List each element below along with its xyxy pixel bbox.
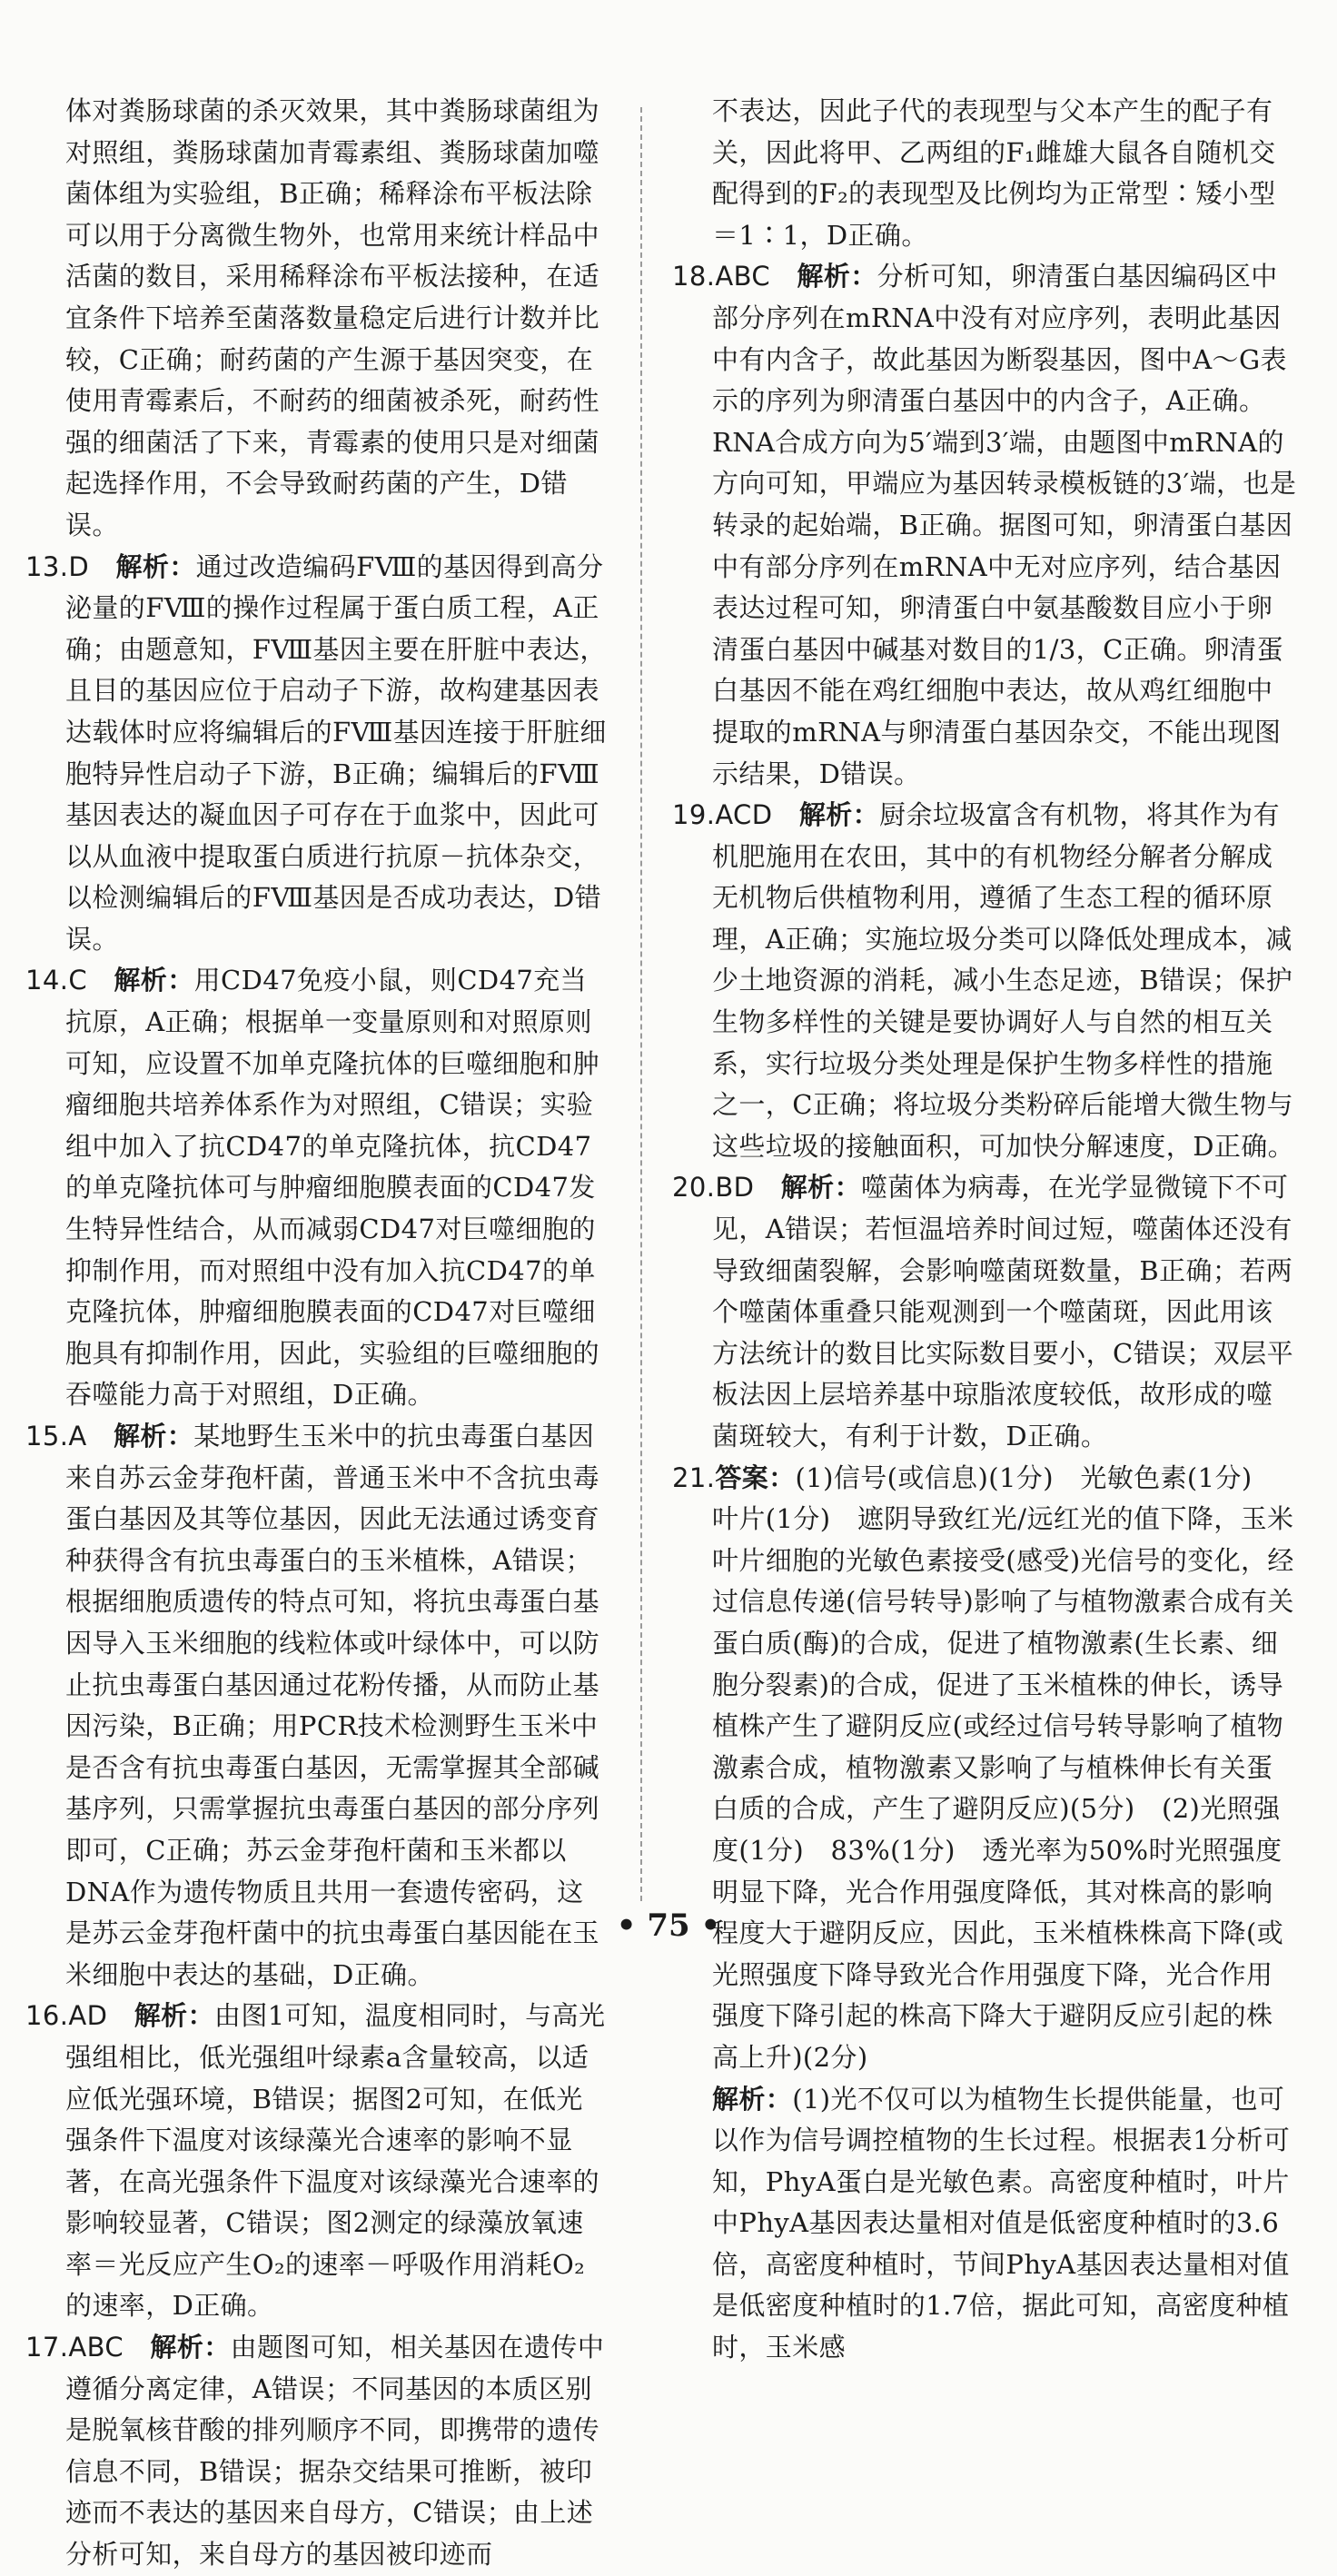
- right-column: [672, 91, 1297, 2369]
- answer-item-13: 13.D 解析：通过改造编码FⅧ的基因得到高分泌量的FⅧ的操作过程属于蛋白质工程，A正确；由题意知，FⅧ基因主要在肝脏中表达，且目的基因应位于启动子下游，故构建基因表达载体时应将编辑后的FⅧ基因连接于肝脏细胞特异性启动子下游，B正确；编辑后的FⅧ基因表达的凝血因子可存在于血浆中，因此可以从血液中提取蛋白质进行抗原－抗体杂交，以检测编辑后的FⅧ基因是否成功表达，D错误。: [25, 550, 607, 955]
- answer-item-17: 17.ABC 解析：由题图可知，相关基因在遗传中遵循分离定律，A错误；不同基因的本质区别是脱氧核苷酸的排列顺序不同，即携带的遗传信息不同，B错误；据杂交结果可推断，被印迹而不表达的基因来自母方，C错误；由上述分析可知，来自母方的基因被印迹而: [25, 2332, 605, 2571]
- answer-item-19: 19.ACD 解析：厨余垃圾富含有机物，将其作为有机肥施用在农田，其中的有机物经分解者分解成无机物后供植物利用，遵循了生态工程的循环原理，A正确；实施垃圾分类可以降低处理成本，减少土地资源的消耗，减小生态足迹，B错误；保护生物多样性的关键是要协调好人与自然的相互关系，实行垃圾分类处理是保护生物多样性的措施之一，C正确；将垃圾分类粉碎后能增大微生物与这些垃圾的接触面积，可加快分解速度，D正确。: [672, 799, 1295, 1162]
- continuation-text: 不表达，因此子代的表现型与父本产生的配子有关，因此将甲、乙两组的F₁雌雄大鼠各自随机交配得到的F₂的表现型及比例均为正常型∶矮小型＝1∶1，D正确。: [712, 95, 1276, 251]
- answer-item-21-analysis: 解析：(1)光不仅可以为植物生长提供能量，也可以作为信号调控植物的生长过程。根据表1分析可知，PhyA蛋白是光敏色素。高密度种植时，叶片中PhyA基因表达量相对值是低密度种植时的3.6倍，高密度种植时，节间PhyA基因表达量相对值是低密度种植时的1.7倍，据此可知，高密度种植时，玉米感: [712, 2083, 1291, 2363]
- column-divider: [640, 107, 642, 1901]
- continuation-text: 体对粪肠球菌的杀灭效果，其中粪肠球菌组为对照组，粪肠球菌加青霉素组、粪肠球菌加噬菌体组为实验组，B正确；稀释涂布平板法除可以用于分离微生物外，也常用来统计样品中活菌的数目，采用稀释涂布平板法接种，在适宜条件下培养至菌落数量稳定后进行计数并比较，C正确；耐药菌的产生源于基因突变，在使用青霉素后，不耐药的细菌被杀死，耐药性强的细菌活了下来，青霉素的使用只是对细菌起选择作用，不会导致耐药菌的产生，D错误。: [65, 95, 600, 540]
- answer-item-16: 16.AD 解析：由图1可知，温度相同时，与高光强组相比，低光强组叶绿素a含量较高，以适应低光强环境，B错误；据图2可知，在低光强条件下温度对该绿藻光合速率的影响不显著，在高光强条件下温度对该绿藻光合速率的影响较显著，C错误；图2测定的绿藻放氧速率＝光反应产生O₂的速率－呼吸作用消耗O₂的速率，D正确。: [25, 2000, 606, 2322]
- page-number: • 75 •: [616, 1907, 721, 1944]
- answer-item-14: 14.C 解析：用CD47免疫小鼠，则CD47充当抗原，A正确；根据单一变量原则和对照原则可知，应设置不加单克隆抗体的巨噬细胞和肿瘤细胞共培养体系作为对照组，C错误；实验组中加入了抗CD47的单克隆抗体，抗CD47的单克隆抗体可与肿瘤细胞膜表面的CD47发生特异性结合，从而减弱CD47对巨噬细胞的抑制作用，而对照组中没有加入抗CD47的单克隆抗体，肿瘤细胞膜表面的CD47对巨噬细胞具有抑制作用，因此，实验组的巨噬细胞的吞噬能力高于对照组，D正确。: [25, 965, 600, 1411]
- answer-item-18: 18.ABC 解析：分析可知，卵清蛋白基因编码区中部分序列在mRNA中没有对应序列，表明此基因中有内含子，故此基因为断裂基因，图中A～G表示的序列为卵清蛋白基因中的内含子，A正确。RNA合成方向为5′端到3′端，由题图中mRNA的方向可知，甲端应为基因转录模板链的3′端，也是转录的起始端，B正确。据图可知，卵清蛋白基因中有部分序列在mRNA中无对应序列，结合基因表达过程可知，卵清蛋白中氨基酸数目应小于卵清蛋白基因中碱基对数目的1/3，C正确。卵清蛋白基因不能在鸡红细胞中表达，故从鸡红细胞中提取的mRNA与卵清蛋白基因杂交，不能出现图示结果，D错误。: [672, 261, 1297, 789]
- left-column: [25, 91, 607, 2576]
- answer-item-20: 20.BD 解析：噬菌体为病毒，在光学显微镜下不可见，A错误；若恒温培养时间过短，噬菌体还没有导致细菌裂解，会影响噬菌斑数量，B正确；若两个噬菌体重叠只能观测到一个噬菌斑，因此用该方法统计的数目比实际数目要小，C错误；双层平板法因上层培养基中琼脂浓度较低，故形成的噬菌斑较大，有利于计数，D正确。: [672, 1172, 1293, 1451]
- answer-item-15: 15.A 解析：某地野生玉米中的抗虫毒蛋白基因来自苏云金芽孢杆菌，普通玉米中不含抗虫毒蛋白基因及其等位基因，因此无法通过诱变育种获得含有抗虫毒蛋白的玉米植株，A错误；根据细胞质遗传的特点可知，将抗虫毒蛋白基因导入玉米细胞的线粒体或叶绿体中，可以防止抗虫毒蛋白基因通过花粉传播，从而防止基因污染，B正确；用PCR技术检测野生玉米中是否含有抗虫毒蛋白基因，无需掌握其全部碱基序列，只需掌握抗虫毒蛋白基因的部分序列即可，C正确；苏云金芽孢杆菌和玉米都以DNA作为遗传物质且共用一套遗传密码，这是苏云金芽孢杆菌中的抗虫毒蛋白基因能在玉米细胞中表达的基础，D正确。: [25, 1421, 600, 1990]
- answer-item-21: 21.答案：(1)信号(或信息)(1分) 光敏色素(1分) 叶片(1分) 遮阴导致红光/远红光的值下降，玉米叶片细胞的光敏色素接受(感受)光信号的变化，经过信息传递(信号转导)影响了与植物激素合成有关蛋白质(酶)的合成，促进了植物激素(生长素、细胞分裂素)的合成，促进了玉米植株的伸长，诱导植株产生了避阴反应(或经过信号转导影响了植物激素合成，植物激素又影响了与植株伸长有关蛋白质的合成，产生了避阴反应)(5分) (2)光照强度(1分) 83%(1分) 透光率为50%时光照强度明显下降，光合作用强度降低，其对株高的影响程度大于避阴反应，因此，玉米植株株高下降(或光照强度下降导致光合作用强度下降，光合作用强度下降引起的株高下降大于避阴反应引起的株高上升)(2分): [672, 1461, 1294, 2073]
